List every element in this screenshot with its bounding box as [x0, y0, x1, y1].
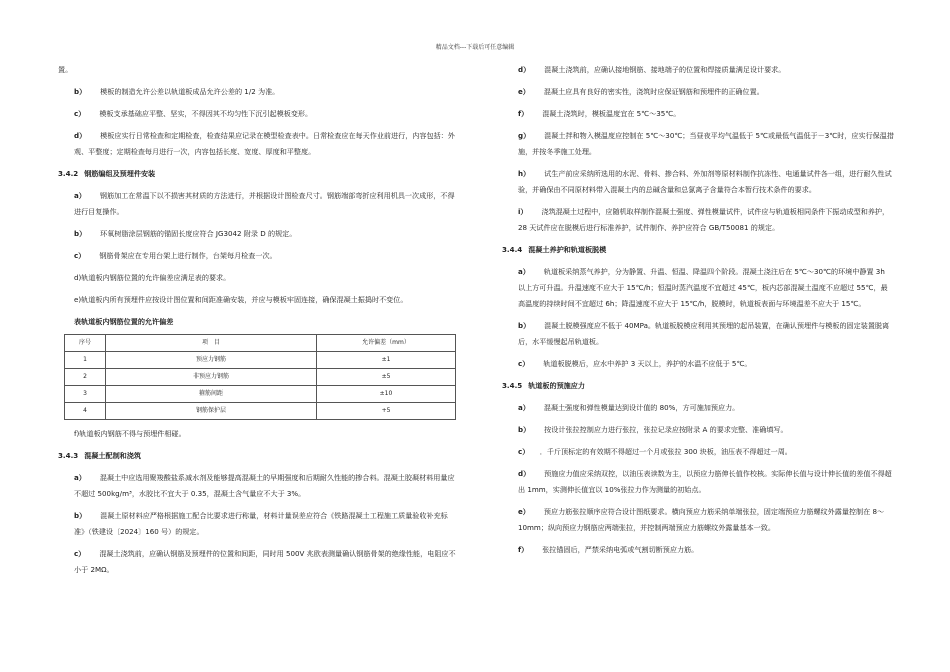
- item-label: d）: [74, 131, 87, 140]
- column-header: 允许偏差（mm）: [317, 335, 456, 352]
- table-cell: 2: [65, 369, 106, 386]
- table-cell: ±5: [317, 369, 456, 386]
- item-label: g）: [518, 131, 531, 140]
- item-text: 钢筋加工在常温下以不损害其材质的方法进行，并根据设计图检查尺寸。钢筋端部弯折应利用机具一次成形，不得进行目复操作。: [74, 191, 455, 216]
- item-text: 预施应力值应采纳双控，以油压表读数为主，以预应力筋伸长值作校核。实际伸长值与设计伸长值的差值不得超出 1mm，实测伸长值宜以 10%张拉力作为测量的初始点。: [518, 469, 892, 494]
- section-title: 混凝土配制和浇筑: [84, 451, 141, 460]
- table-cell: ±1: [317, 352, 456, 369]
- item-text: 混凝土拌和物入模温度应控制在 5℃～30℃；当昼夜平均气温低于 5℃或最低气温低于－3℃时，应实行保温措施，并按冬季施工处理。: [518, 131, 894, 156]
- section-title: 钢筋编组及预埋件安装: [84, 169, 156, 178]
- item-label: a）: [74, 191, 86, 200]
- item-d-grounding: [502, 62, 894, 78]
- item-b-tension-record: [502, 422, 894, 438]
- section-heading-3-4-2: [58, 166, 458, 182]
- item-d-template-inspection: [58, 128, 458, 160]
- item-f-cutting-ban: [502, 542, 894, 558]
- item-b-material-weighing: [58, 508, 458, 540]
- item-text: 混凝土强度和弹性模量达到设计值的 80%，方可施加预应力。: [543, 403, 740, 412]
- item-label: i）: [518, 207, 528, 216]
- table-title: 表轨道板内钢筋位置的允许偏差: [74, 317, 174, 326]
- table-cell: 4: [65, 403, 106, 420]
- item-e-tension-order: [502, 504, 894, 536]
- right-column: [502, 62, 894, 564]
- section-title: 混凝土养护和轨道板脱模: [528, 245, 607, 254]
- item-c-jack-calibration: [502, 444, 894, 460]
- table-row: [65, 403, 456, 420]
- item-c-rebar-frame: [58, 248, 458, 264]
- item-text: ．千斤顶标定的有效期不得超过一个月或张拉 300 块板，油压表不得超过一周。: [539, 447, 792, 456]
- item-c-template-support: [58, 106, 458, 122]
- item-text: 混凝土脱模强度应不低于 40MPa。轨道板脱模应利用其预埋的起吊装置，在确认预埋件与模板的固定装置脱离后，水平缓慢起吊轨道板。: [518, 321, 890, 346]
- page-header: 精品文档---下载后可任意编辑: [435, 44, 515, 51]
- item-label: f）: [518, 109, 529, 118]
- item-f-rebar-clearance: f)轨道板内钢筋不得与预埋件相碰。: [74, 429, 186, 438]
- item-text: 混凝土浇筑前，应确认钢筋及预埋件的位置和间距，同时用 500V 兆欧表测量确认钢筋骨架的绝缘性能，电阻应不小于 2MΩ。: [74, 549, 456, 574]
- item-label: a）: [74, 473, 86, 482]
- item-b-demold-strength: [502, 318, 894, 350]
- item-label: a）: [518, 403, 530, 412]
- table-cell: 3: [65, 386, 106, 403]
- table-cell: 非预应力钢筋: [106, 369, 317, 386]
- table-row: [65, 369, 456, 386]
- table-cell: 1: [65, 352, 106, 369]
- item-text: 试生产前应采纳所选用的水泥、骨料、掺合料、外加剂等原材料制作抗冻性、电通量试件各一组，进行耐久性试验，并确保由不同原材料带入混凝土内的总碱含量和总氯离子含量符合本暂行技术条件的要求。: [518, 169, 892, 194]
- item-a-prestress-condition: [502, 400, 894, 416]
- item-text: 浇筑混凝土过程中，应随机取样制作混凝土强度、弹性模量试件，试件应与轨道板相同条件下振动成型和养护，28 天试件应在脱模后进行标准养护，试件制作、养护应符合 GB/T50081 的规定。: [518, 207, 890, 232]
- left-column: [58, 62, 458, 584]
- item-text: 模板的制造允许公差以轨道板成品允许公差的 1/2 为准。: [100, 87, 280, 96]
- item-label: c）: [74, 109, 86, 118]
- table-cell: 钢筋保护层: [106, 403, 317, 420]
- item-a-rebar-processing: [58, 188, 458, 220]
- item-text: 混凝土中应选用聚羧酸盐系减水剂及能够提高混凝土的早期强度和后期耐久性能的掺合料。混凝土胶凝材料用量应不超过 500kg/m³，水胶比不宜大于 0.35，混凝土含气量应不大于 3%。: [74, 473, 455, 498]
- table-row: [65, 352, 456, 369]
- item-b-template-tolerance: [58, 84, 458, 100]
- item-h-durability-test: [502, 166, 894, 198]
- item-text: 模板应实行日常检查和定期检查，检查结果应记录在模型检查表中。日常检查应在每天作业前进行，内容包括：外观、平整度；定期检查每月进行一次，内容包括长度、宽度、厚度和平整度。: [74, 131, 455, 156]
- item-a-admixture: [58, 470, 458, 502]
- item-label: f）: [518, 545, 529, 554]
- item-text: 混凝土浇筑时，模板温度宜在 5℃～35℃。: [542, 109, 681, 118]
- item-text: 预应力筋张拉顺序应符合设计图纸要求。横向预应力筋采纳单端张拉，固定端预应力筋螺纹外露量控制在 8～10mm；纵向预应力钢筋应两端张拉，并控制两端预应力筋螺纹外露量基本一致。: [518, 507, 885, 532]
- item-text: 环氧树脂涂层钢筋的锚固长度应符合 JG3042 附录 D 的规定。: [100, 229, 297, 238]
- table-cell: ±10: [317, 386, 456, 403]
- section-heading-3-4-5: [502, 378, 894, 394]
- section-heading-3-4-4: [502, 242, 894, 258]
- item-e-compactness: [502, 84, 894, 100]
- item-d-rebar-deviation: d)轨道板内钢筋位置的允许偏差应满足表的要求。: [74, 273, 231, 282]
- item-text: 模板支承基础应平整、坚实，不得因其不均匀性下沉引起模板变形。: [99, 109, 313, 118]
- item-text: 钢筋骨架应在专用台架上进行制作，台架每月检查一次。: [99, 251, 277, 260]
- item-d-dual-control: [502, 466, 894, 498]
- item-text: 张拉锚固后，严禁采纳电弧或气割切断预应力筋。: [542, 545, 699, 554]
- item-label: b）: [74, 229, 87, 238]
- item-text: 混凝土原材料应严格根据施工配合比要求进行称量，材料计量误差应符合《铁路混凝土工程施工质量验收补充标准》（铁建设〔2024〕160 号）的规定。: [74, 511, 448, 536]
- item-i-specimens: [502, 204, 894, 236]
- item-label: b）: [74, 87, 87, 96]
- column-header: 项 目: [106, 335, 317, 352]
- item-label: a）: [518, 267, 530, 276]
- item-label: h）: [518, 169, 531, 178]
- item-text: 轨道板采纳蒸气养护，分为静置、升温、恒温、降温四个阶段。混凝土浇注后在 5℃～30℃的环境中静置 3h 以上方可升温。升温速度不应大于 15℃/h；恒温时蒸汽温度不宜超过 45℃，板内芯部混凝土温度不应超过 55℃，最高温度的持续时间不宜超过 6h；降温速度不应大于 15℃/h，脱模时，轨道板表面与环境温差不应大于 15℃。: [518, 267, 888, 308]
- item-label: b）: [518, 425, 531, 434]
- item-label: e）: [518, 87, 530, 96]
- section-heading-3-4-3: [58, 448, 458, 464]
- item-text: 混凝土浇筑前，应确认接地钢筋、接地端子的位置和焊接质量满足设计要求。: [544, 65, 786, 74]
- paragraph-continuation: 置。: [58, 65, 73, 74]
- item-a-steam-curing: [502, 264, 894, 312]
- item-label: e）: [518, 507, 530, 516]
- item-label: c）: [518, 447, 526, 456]
- item-label: d）: [518, 469, 531, 478]
- item-g-casting-temp: [502, 128, 894, 160]
- item-label: d）: [518, 65, 531, 74]
- item-b-epoxy-rebar: [58, 226, 458, 242]
- item-label: c）: [74, 251, 86, 260]
- section-title: 轨道板的预施应力: [528, 381, 585, 390]
- section-number: 3.4.5: [502, 381, 523, 390]
- section-number: 3.4.3: [58, 451, 79, 460]
- table-cell: 预应力钢筋: [106, 352, 317, 369]
- item-c-water-curing: [502, 356, 894, 372]
- column-header: 序号: [65, 335, 106, 352]
- section-number: 3.4.2: [58, 169, 79, 178]
- item-label: c）: [518, 359, 530, 368]
- item-e-embedded-parts: e)轨道板内所有预埋件应按设计图位置和间距准确安装，并应与模板牢固连接，确保混凝土振捣时不变位。: [74, 295, 408, 304]
- table-header-row: [65, 335, 456, 352]
- tolerance-table: [64, 334, 456, 420]
- table-cell: +5: [317, 403, 456, 420]
- item-label: c）: [74, 549, 86, 558]
- section-number: 3.4.4: [502, 245, 523, 254]
- item-label: b）: [74, 511, 87, 520]
- item-text: 轨道板脱模后，应水中养护 3 天以上，养护的水温不应低于 5℃。: [543, 359, 752, 368]
- table-row: [65, 386, 456, 403]
- item-c-insulation-check: [58, 546, 458, 578]
- item-label: b）: [518, 321, 531, 330]
- item-text: 混凝土应具有良好的密实性，浇筑时应保证钢筋和预埋件的正确位置。: [543, 87, 764, 96]
- item-text: 按设计张拉控制应力进行张拉，张拉记录应按附录 A 的要求完整、准确填写。: [544, 425, 788, 434]
- table-cell: 箍筋间距: [106, 386, 317, 403]
- item-f-template-temp: [502, 106, 894, 122]
